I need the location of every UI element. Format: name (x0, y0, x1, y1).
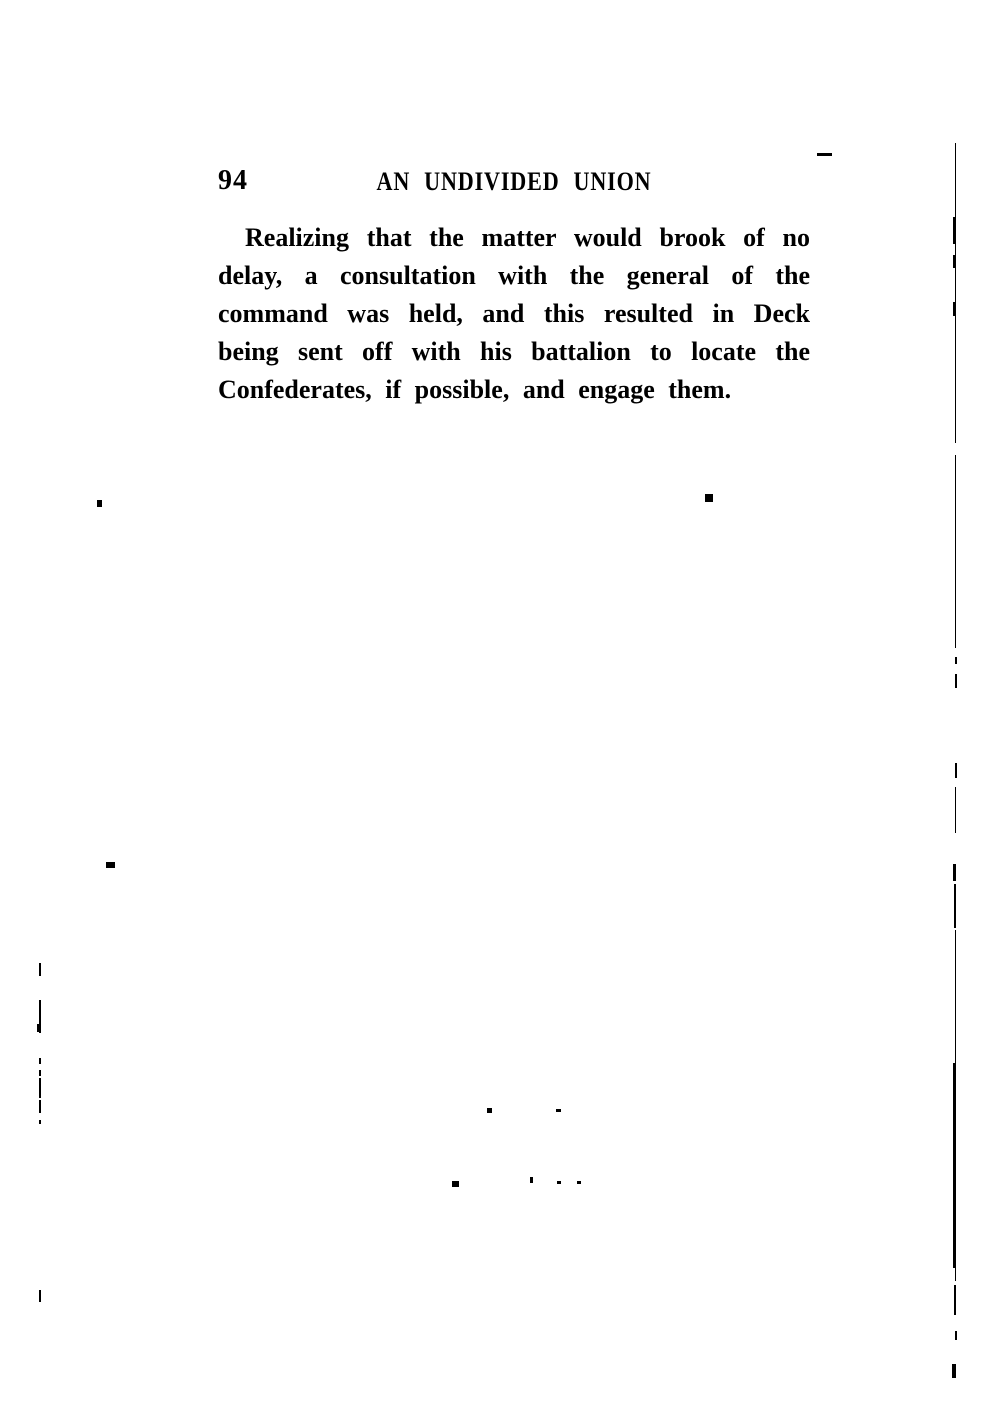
scan-artifact (955, 787, 956, 833)
scan-artifact (39, 1120, 41, 1124)
scan-artifact (97, 500, 102, 507)
paragraph-line: being sent off with his battalion to locate the (218, 337, 810, 366)
page-number: 94 (218, 165, 248, 196)
scan-artifact (557, 1181, 561, 1184)
scan-artifact (106, 862, 115, 868)
scan-artifact (955, 930, 956, 1063)
scan-artifact (530, 1177, 533, 1183)
scan-artifact (39, 1290, 41, 1302)
scan-artifact (39, 1078, 41, 1098)
scan-artifact (37, 1024, 41, 1032)
scan-artifact (577, 1181, 581, 1184)
scan-artifact (705, 494, 713, 502)
scan-artifact (955, 455, 956, 648)
paragraph-line: delay, a consultation with the general of the (218, 261, 810, 290)
scan-artifact (953, 217, 956, 244)
scan-artifact (39, 1070, 41, 1076)
scan-artifact (955, 1331, 957, 1340)
paragraph-line: Confederates, if possible, and engage them. (218, 375, 732, 404)
scan-artifact (452, 1181, 459, 1187)
scan-artifact (955, 1268, 956, 1281)
scan-artifact (817, 153, 832, 156)
body-paragraph (218, 219, 810, 409)
scan-artifact (39, 1100, 41, 1113)
scan-artifact (955, 763, 957, 778)
paragraph-line: command was held, and this resulted in Deck (218, 299, 810, 328)
scan-artifact (955, 674, 957, 688)
page-header (218, 166, 810, 196)
running-title: AN UNDIVIDED UNION (376, 167, 652, 196)
scan-artifact (953, 1063, 956, 1268)
scan-artifact (955, 143, 956, 443)
scan-artifact (953, 864, 956, 881)
scan-artifact (39, 1058, 41, 1064)
scan-artifact (954, 884, 956, 928)
scan-artifact (953, 255, 956, 268)
scan-artifact (952, 1364, 956, 1378)
scan-artifact (39, 963, 41, 976)
scan-artifact (953, 302, 956, 316)
scan-artifact (954, 1285, 956, 1315)
scan-artifact (487, 1108, 492, 1113)
scan-artifact (955, 657, 957, 664)
paragraph-line: Realizing that the matter would brook of no (245, 223, 810, 252)
scan-artifact (556, 1109, 561, 1112)
